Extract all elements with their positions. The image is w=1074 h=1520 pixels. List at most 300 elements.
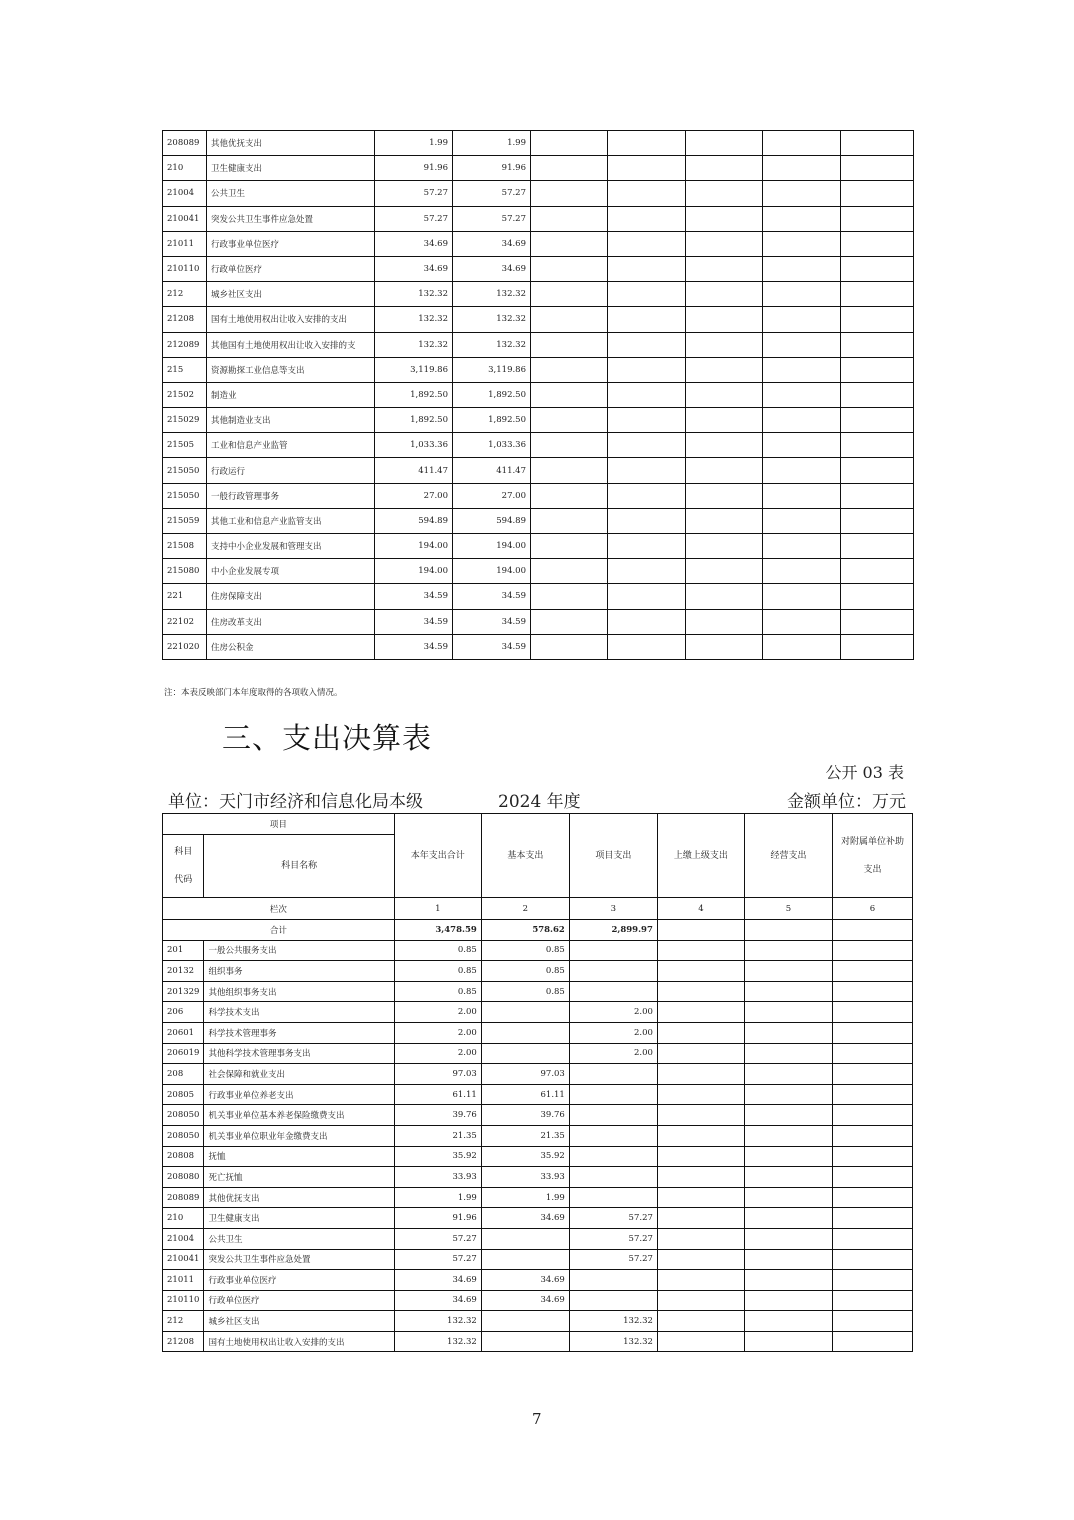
- business-expenditure: [744, 1022, 832, 1043]
- subject-name: 行政单位医疗: [204, 1290, 394, 1311]
- empty-cell: [763, 307, 841, 332]
- amount-col2: 34.69: [453, 256, 531, 281]
- project-expenditure: [569, 1105, 657, 1126]
- column-index: 1: [394, 898, 481, 920]
- table-row: [163, 357, 914, 382]
- subject-code: 20601: [163, 1022, 204, 1043]
- upper-expenditure: [657, 1022, 744, 1043]
- empty-cell: [531, 131, 608, 156]
- amount-col1: 34.69: [375, 256, 453, 281]
- subject-name: 其他制造业支出: [207, 408, 375, 433]
- empty-cell: [763, 584, 841, 609]
- business-expenditure: [744, 1270, 832, 1291]
- project-expenditure: [569, 1064, 657, 1085]
- project-expenditure: 57.27: [569, 1249, 657, 1270]
- basic-expenditure: 1.99: [481, 1187, 569, 1208]
- empty-cell: [686, 307, 763, 332]
- column-index: 4: [657, 898, 744, 920]
- basic-expenditure: [481, 1022, 569, 1043]
- subject-code: 208050: [163, 1105, 204, 1126]
- empty-cell: [608, 382, 686, 407]
- business-expenditure: [744, 1311, 832, 1332]
- empty-cell: [763, 508, 841, 533]
- empty-cell: [531, 408, 608, 433]
- total-expenditure: 57.27: [394, 1249, 481, 1270]
- amount-col1: 194.00: [375, 559, 453, 584]
- empty-cell: [531, 534, 608, 559]
- empty-cell: [841, 382, 914, 407]
- empty-cell: [763, 559, 841, 584]
- basic-expenditure: 0.85: [481, 961, 569, 982]
- project-expenditure: [569, 940, 657, 961]
- subject-name: 卫生健康支出: [207, 156, 375, 181]
- total-sum: 3,478.59: [394, 920, 481, 941]
- empty-cell: [763, 433, 841, 458]
- business-expenditure: [744, 1043, 832, 1064]
- subject-name: 城乡社区支出: [207, 282, 375, 307]
- empty-cell: [841, 256, 914, 281]
- column-index: 6: [832, 898, 912, 920]
- amount-col2: 594.89: [453, 508, 531, 533]
- subject-name: 科学技术支出: [204, 1002, 394, 1023]
- subject-code: 215050: [163, 458, 207, 483]
- total-basic: 578.62: [481, 920, 569, 941]
- subsidy-expenditure: [832, 1187, 912, 1208]
- subsidy-expenditure: [832, 981, 912, 1002]
- amount-col2: 1.99: [453, 131, 531, 156]
- table-row: [163, 1043, 913, 1064]
- subject-name: 其他优抚支出: [204, 1187, 394, 1208]
- project-expenditure: [569, 1167, 657, 1188]
- total-label: 合计: [163, 920, 395, 941]
- subject-name: 公共卫生: [207, 181, 375, 206]
- subject-name: 住房公积金: [207, 634, 375, 659]
- subject-code: 212: [163, 1311, 204, 1332]
- basic-expenditure: [481, 1043, 569, 1064]
- subject-name: 行政单位医疗: [207, 256, 375, 281]
- subject-code: 215059: [163, 508, 207, 533]
- business-expenditure: [744, 1167, 832, 1188]
- amount-col1: 132.32: [375, 282, 453, 307]
- upper-expenditure: [657, 1146, 744, 1167]
- business-expenditure: [744, 961, 832, 982]
- amount-col1: 411.47: [375, 458, 453, 483]
- subject-code: 210110: [163, 256, 207, 281]
- upper-expenditure: [657, 1167, 744, 1188]
- empty-cell: [531, 231, 608, 256]
- empty-cell: [686, 357, 763, 382]
- table-row: [163, 408, 914, 433]
- amount-col2: 57.27: [453, 206, 531, 231]
- empty-cell: [686, 483, 763, 508]
- subsidy-expenditure: [832, 1208, 912, 1229]
- subject-name: 制造业: [207, 382, 375, 407]
- empty-cell: [531, 559, 608, 584]
- table-row: [163, 634, 914, 659]
- empty-cell: [608, 206, 686, 231]
- business-expenditure: [744, 1084, 832, 1105]
- project-expenditure: 2.00: [569, 1002, 657, 1023]
- subject-code: 215080: [163, 559, 207, 584]
- business-expenditure: [744, 1002, 832, 1023]
- table-row: [163, 1290, 913, 1311]
- amount-col1: 132.32: [375, 307, 453, 332]
- upper-expenditure: [657, 1187, 744, 1208]
- amount-col1: 57.27: [375, 181, 453, 206]
- empty-cell: [531, 256, 608, 281]
- table-row: [163, 382, 914, 407]
- basic-expenditure: [481, 1002, 569, 1023]
- empty-cell: [686, 206, 763, 231]
- amount-col1: 34.59: [375, 584, 453, 609]
- subsidy-expenditure: [832, 1331, 912, 1352]
- column-index-label: 栏次: [163, 898, 395, 920]
- total-expenditure: 1.99: [394, 1187, 481, 1208]
- total-expenditure: 132.32: [394, 1311, 481, 1332]
- empty-cell: [686, 256, 763, 281]
- subject-code: 206019: [163, 1043, 204, 1064]
- empty-cell: [841, 181, 914, 206]
- empty-cell: [686, 231, 763, 256]
- business-expenditure: [744, 1187, 832, 1208]
- subject-code: 215029: [163, 408, 207, 433]
- total-expenditure: 21.35: [394, 1125, 481, 1146]
- subject-name: 抚恤: [204, 1146, 394, 1167]
- subject-name: 住房改革支出: [207, 609, 375, 634]
- table-row: [163, 1187, 913, 1208]
- empty-cell: [763, 332, 841, 357]
- basic-expenditure: 34.69: [481, 1290, 569, 1311]
- empty-cell: [763, 282, 841, 307]
- amount-col2: 34.69: [453, 231, 531, 256]
- subsidy-expenditure: [832, 1043, 912, 1064]
- header-subject-name: 科目名称: [204, 835, 394, 898]
- table-row: [163, 1146, 913, 1167]
- amount-col1: 1,892.50: [375, 382, 453, 407]
- subject-name: 行政事业单位医疗: [207, 231, 375, 256]
- amount-col1: 34.69: [375, 231, 453, 256]
- amount-col2: 34.59: [453, 634, 531, 659]
- subject-code: 22102: [163, 609, 207, 634]
- table-row: [163, 181, 914, 206]
- subsidy-expenditure: [832, 1249, 912, 1270]
- subject-code: 21011: [163, 231, 207, 256]
- header-row: [163, 814, 913, 835]
- basic-expenditure: 0.85: [481, 940, 569, 961]
- total-expenditure: 132.32: [394, 1331, 481, 1352]
- upper-expenditure: [657, 1084, 744, 1105]
- subject-code: 210: [163, 156, 207, 181]
- empty-cell: [686, 508, 763, 533]
- total-subsidy: [832, 920, 912, 941]
- empty-cell: [763, 231, 841, 256]
- empty-cell: [763, 483, 841, 508]
- upper-expenditure: [657, 940, 744, 961]
- subject-name: 国有土地使用权出让收入安排的支出: [204, 1331, 394, 1352]
- amount-col2: 34.59: [453, 584, 531, 609]
- total-expenditure: 61.11: [394, 1084, 481, 1105]
- column-index: 3: [569, 898, 657, 920]
- empty-cell: [608, 609, 686, 634]
- amount-col1: 594.89: [375, 508, 453, 533]
- empty-cell: [686, 584, 763, 609]
- table-row: [163, 1208, 913, 1229]
- total-expenditure: 2.00: [394, 1043, 481, 1064]
- subsidy-expenditure: [832, 1125, 912, 1146]
- total-row: [163, 920, 913, 941]
- project-expenditure: [569, 1146, 657, 1167]
- subject-code: 212: [163, 282, 207, 307]
- subject-name: 中小企业发展专项: [207, 559, 375, 584]
- empty-cell: [531, 609, 608, 634]
- subject-code: 21502: [163, 382, 207, 407]
- subsidy-expenditure: [832, 1270, 912, 1291]
- subject-code: 221: [163, 584, 207, 609]
- empty-cell: [686, 634, 763, 659]
- project-expenditure: 57.27: [569, 1208, 657, 1229]
- subject-name: 突发公共卫生事件应急处置: [204, 1249, 394, 1270]
- empty-cell: [841, 559, 914, 584]
- subject-code: 215: [163, 357, 207, 382]
- empty-cell: [841, 206, 914, 231]
- header-business: 经营支出: [744, 814, 832, 898]
- subject-code: 21011: [163, 1270, 204, 1291]
- project-expenditure: [569, 1125, 657, 1146]
- table-row: [163, 1064, 913, 1085]
- project-expenditure: [569, 1187, 657, 1208]
- table-row: [163, 1125, 913, 1146]
- amount-col1: 1,033.36: [375, 433, 453, 458]
- amount-col2: 132.32: [453, 282, 531, 307]
- empty-cell: [841, 156, 914, 181]
- amount-col2: 34.59: [453, 609, 531, 634]
- subject-name: 行政事业单位医疗: [204, 1270, 394, 1291]
- empty-cell: [531, 282, 608, 307]
- total-expenditure: 2.00: [394, 1002, 481, 1023]
- subject-name: 国有土地使用权出让收入安排的支出: [207, 307, 375, 332]
- empty-cell: [686, 408, 763, 433]
- subject-name: 资源勘探工业信息等支出: [207, 357, 375, 382]
- unit-label: 单位：天门市经济和信息化局本级: [168, 792, 423, 812]
- subsidy-expenditure: [832, 1022, 912, 1043]
- empty-cell: [686, 433, 763, 458]
- section-title: 三、支出决算表: [222, 721, 433, 755]
- header-subject-code: 科目代码: [163, 835, 204, 898]
- subject-name: 突发公共卫生事件应急处置: [207, 206, 375, 231]
- empty-cell: [608, 231, 686, 256]
- project-expenditure: [569, 1270, 657, 1291]
- subsidy-expenditure: [832, 961, 912, 982]
- project-expenditure: [569, 961, 657, 982]
- amount-col2: 1,892.50: [453, 408, 531, 433]
- empty-cell: [841, 332, 914, 357]
- basic-expenditure: [481, 1331, 569, 1352]
- empty-cell: [531, 357, 608, 382]
- empty-cell: [841, 634, 914, 659]
- empty-cell: [841, 584, 914, 609]
- amount-col1: 194.00: [375, 534, 453, 559]
- table-row: [163, 508, 914, 533]
- table-row: [163, 559, 914, 584]
- empty-cell: [763, 181, 841, 206]
- basic-expenditure: 61.11: [481, 1084, 569, 1105]
- table-row: [163, 1105, 913, 1126]
- amount-col2: 132.32: [453, 307, 531, 332]
- basic-expenditure: 34.69: [481, 1208, 569, 1229]
- empty-cell: [608, 534, 686, 559]
- upper-expenditure: [657, 1228, 744, 1249]
- subject-code: 215050: [163, 483, 207, 508]
- page-number: 7: [532, 1410, 542, 1428]
- empty-cell: [531, 508, 608, 533]
- total-expenditure: 33.93: [394, 1167, 481, 1188]
- upper-expenditure: [657, 961, 744, 982]
- header-total: 本年支出合计: [394, 814, 481, 898]
- business-expenditure: [744, 1331, 832, 1352]
- empty-cell: [763, 206, 841, 231]
- table-row: [163, 961, 913, 982]
- subject-code: 20132: [163, 961, 204, 982]
- subject-name: 其他工业和信息产业监管支出: [207, 508, 375, 533]
- empty-cell: [841, 609, 914, 634]
- upper-expenditure: [657, 1249, 744, 1270]
- table-row: [163, 1167, 913, 1188]
- subject-name: 其他科学技术管理事务支出: [204, 1043, 394, 1064]
- total-expenditure: 34.69: [394, 1270, 481, 1291]
- empty-cell: [841, 508, 914, 533]
- business-expenditure: [744, 1249, 832, 1270]
- empty-cell: [841, 231, 914, 256]
- empty-cell: [686, 534, 763, 559]
- table-row: [163, 584, 914, 609]
- subject-code: 21208: [163, 1331, 204, 1352]
- header-basic: 基本支出: [481, 814, 569, 898]
- table-row: [163, 1331, 913, 1352]
- subject-name: 工业和信息产业监管: [207, 433, 375, 458]
- subject-code: 21508: [163, 534, 207, 559]
- empty-cell: [686, 282, 763, 307]
- project-expenditure: 132.32: [569, 1311, 657, 1332]
- table-row: [163, 1249, 913, 1270]
- empty-cell: [841, 483, 914, 508]
- amount-col1: 57.27: [375, 206, 453, 231]
- subject-code: 208: [163, 1064, 204, 1085]
- business-expenditure: [744, 1125, 832, 1146]
- total-expenditure: 39.76: [394, 1105, 481, 1126]
- empty-cell: [763, 357, 841, 382]
- subject-code: 210041: [163, 1249, 204, 1270]
- upper-expenditure: [657, 981, 744, 1002]
- empty-cell: [763, 256, 841, 281]
- table-row: [163, 156, 914, 181]
- amount-unit-label: 金额单位：万元: [787, 792, 906, 812]
- project-expenditure: 2.00: [569, 1022, 657, 1043]
- subsidy-expenditure: [832, 1002, 912, 1023]
- empty-cell: [608, 131, 686, 156]
- empty-cell: [841, 433, 914, 458]
- subject-code: 20805: [163, 1084, 204, 1105]
- empty-cell: [686, 131, 763, 156]
- table-row: [163, 1228, 913, 1249]
- total-upper: [657, 920, 744, 941]
- basic-expenditure: 34.69: [481, 1270, 569, 1291]
- empty-cell: [608, 433, 686, 458]
- empty-cell: [686, 156, 763, 181]
- empty-cell: [686, 458, 763, 483]
- empty-cell: [686, 332, 763, 357]
- project-expenditure: 132.32: [569, 1331, 657, 1352]
- amount-col1: 1.99: [375, 131, 453, 156]
- income-table-continued: [162, 130, 914, 660]
- table-row: [163, 1311, 913, 1332]
- amount-col1: 34.59: [375, 609, 453, 634]
- empty-cell: [608, 634, 686, 659]
- business-expenditure: [744, 1228, 832, 1249]
- basic-expenditure: 39.76: [481, 1105, 569, 1126]
- table-row: [163, 981, 913, 1002]
- empty-cell: [531, 584, 608, 609]
- table-note: 注：本表反映部门本年度取得的各项收入情况。: [164, 688, 343, 698]
- basic-expenditure: [481, 1249, 569, 1270]
- amount-col1: 27.00: [375, 483, 453, 508]
- subject-name: 卫生健康支出: [204, 1208, 394, 1229]
- empty-cell: [608, 282, 686, 307]
- empty-cell: [686, 559, 763, 584]
- upper-expenditure: [657, 1290, 744, 1311]
- table-row: [163, 1270, 913, 1291]
- subsidy-expenditure: [832, 940, 912, 961]
- project-expenditure: [569, 1084, 657, 1105]
- subject-name: 组织事务: [204, 961, 394, 982]
- basic-expenditure: 33.93: [481, 1167, 569, 1188]
- amount-col2: 3,119.86: [453, 357, 531, 382]
- subject-name: 住房保障支出: [207, 584, 375, 609]
- subsidy-expenditure: [832, 1084, 912, 1105]
- empty-cell: [531, 156, 608, 181]
- table-row: [163, 307, 914, 332]
- empty-cell: [763, 408, 841, 433]
- basic-expenditure: [481, 1228, 569, 1249]
- subject-name: 社会保障和就业支出: [204, 1064, 394, 1085]
- subject-name: 一般行政管理事务: [207, 483, 375, 508]
- empty-cell: [763, 382, 841, 407]
- project-expenditure: [569, 1290, 657, 1311]
- upper-expenditure: [657, 1125, 744, 1146]
- expenditure-table: [162, 813, 913, 1352]
- empty-cell: [763, 534, 841, 559]
- table-row: [163, 256, 914, 281]
- business-expenditure: [744, 1208, 832, 1229]
- empty-cell: [608, 307, 686, 332]
- empty-cell: [763, 156, 841, 181]
- subject-name: 其他优抚支出: [207, 131, 375, 156]
- basic-expenditure: [481, 1311, 569, 1332]
- empty-cell: [608, 458, 686, 483]
- empty-cell: [841, 131, 914, 156]
- subject-name: 一般公共服务支出: [204, 940, 394, 961]
- amount-col2: 411.47: [453, 458, 531, 483]
- total-expenditure: 0.85: [394, 940, 481, 961]
- amount-col1: 91.96: [375, 156, 453, 181]
- empty-cell: [608, 584, 686, 609]
- upper-expenditure: [657, 1002, 744, 1023]
- empty-cell: [763, 131, 841, 156]
- column-index: 5: [744, 898, 832, 920]
- header-project: 项目支出: [569, 814, 657, 898]
- business-expenditure: [744, 940, 832, 961]
- subject-name: 公共卫生: [204, 1228, 394, 1249]
- subject-code: 210041: [163, 206, 207, 231]
